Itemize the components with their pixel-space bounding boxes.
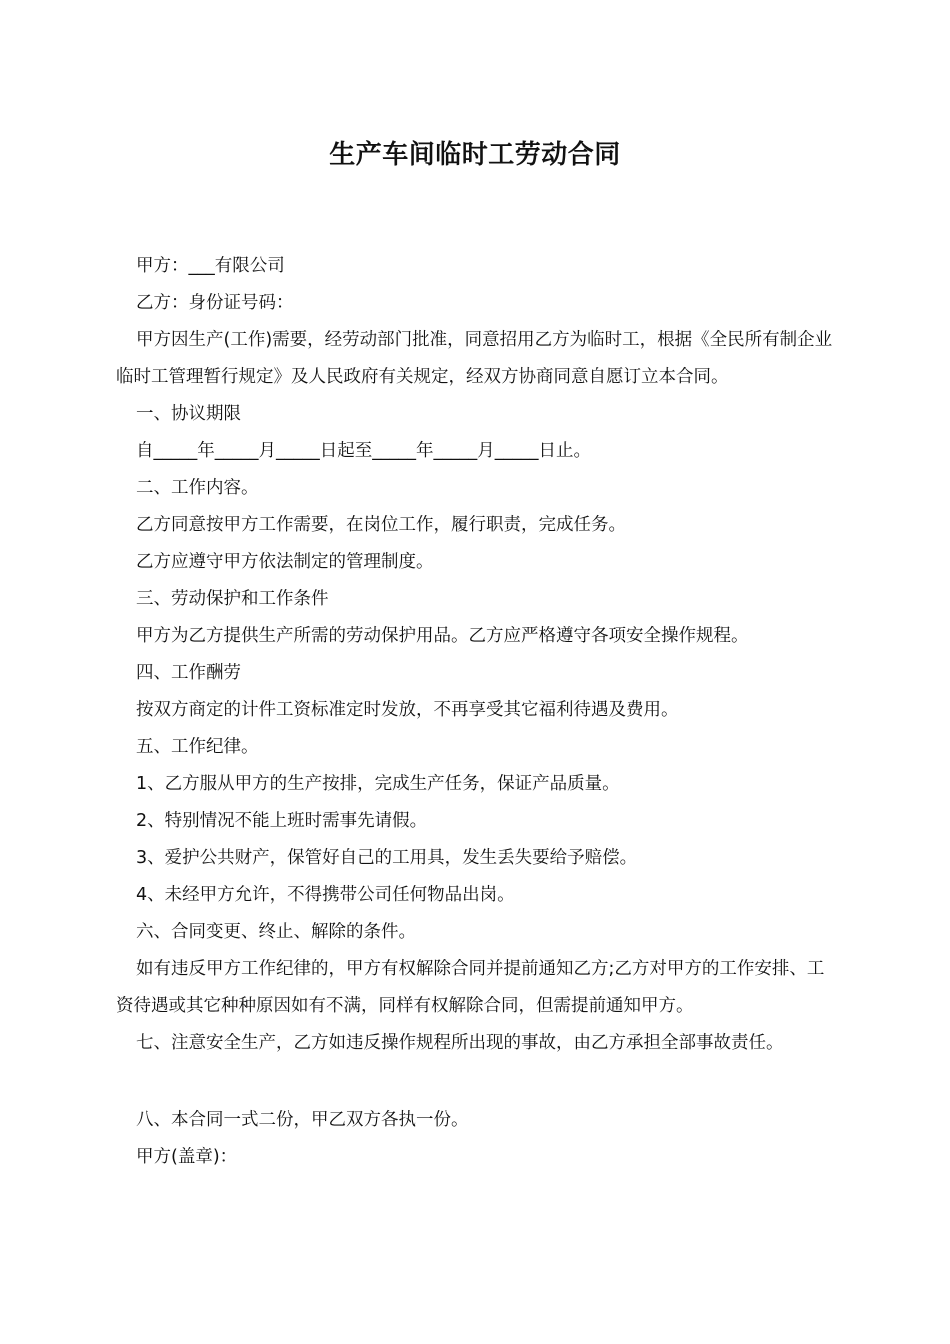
party-b-line: 乙方：身份证号码： — [136, 293, 294, 313]
blank-gap — [116, 1062, 840, 1102]
discipline-item: 3、爱护公共财产，保管好自己的工用具，发生丢失要给予赔偿。 — [136, 848, 638, 868]
preamble-paragraph: 甲方因生产(工作)需要，经劳动部门批准，同意招用乙方为临时工，根据《全民所有制企业临时工管理暂行规定》及人民政府有关规定，经双方协商同意自愿订立本合同。 — [116, 330, 833, 387]
term-dates-line: 自_____年_____月_____日起至_____年_____月_____日止。 — [136, 441, 591, 461]
document-title: 生产车间临时工劳动合同 — [329, 140, 621, 170]
work-rules-paragraph: 乙方应遵守甲方依法制定的管理制度。 — [136, 552, 434, 572]
discipline-item: 2、特别情况不能上班时需事先请假。 — [136, 811, 428, 831]
protection-paragraph: 甲方为乙方提供生产所需的劳动保护用品。乙方应严格遵守各项安全操作规程。 — [136, 626, 749, 646]
copies-paragraph: 八、本合同一式二份，甲乙双方各执一份。 — [136, 1110, 469, 1130]
discipline-item: 1、乙方服从甲方的生产按排，完成生产任务，保证产品质量。 — [136, 774, 620, 794]
section-heading-termination: 六、合同变更、终止、解除的条件。 — [136, 922, 416, 942]
signature-line-party-a: 甲方(盖章)： — [136, 1147, 238, 1167]
pay-paragraph: 按双方商定的计件工资标准定时发放，不再享受其它福利待遇及费用。 — [136, 700, 679, 720]
termination-paragraph: 如有违反甲方工作纪律的，甲方有权解除合同并提前通知乙方;乙方对甲方的工作安排、工资待遇或其它种种原因如有不满，同样有权解除合同，但需提前通知甲方。 — [116, 959, 825, 1016]
section-heading-protection: 三、劳动保护和工作条件 — [136, 589, 329, 609]
section-heading-work-content: 二、工作内容。 — [136, 478, 259, 498]
section-heading-term: 一、协议期限 — [136, 404, 241, 424]
section-heading-pay: 四、工作酬劳 — [136, 663, 241, 683]
section-heading-discipline: 五、工作纪律。 — [136, 737, 259, 757]
party-a-line: 甲方：___有限公司 — [136, 256, 285, 276]
discipline-item: 4、未经甲方允许，不得携带公司任何物品出岗。 — [136, 885, 515, 905]
work-content-paragraph: 乙方同意按甲方工作需要，在岗位工作，履行职责，完成任务。 — [136, 515, 626, 535]
document-body — [116, 248, 840, 1176]
safety-paragraph: 七、注意安全生产，乙方如违反操作规程所出现的事故，由乙方承担全部事故责任。 — [136, 1033, 784, 1053]
